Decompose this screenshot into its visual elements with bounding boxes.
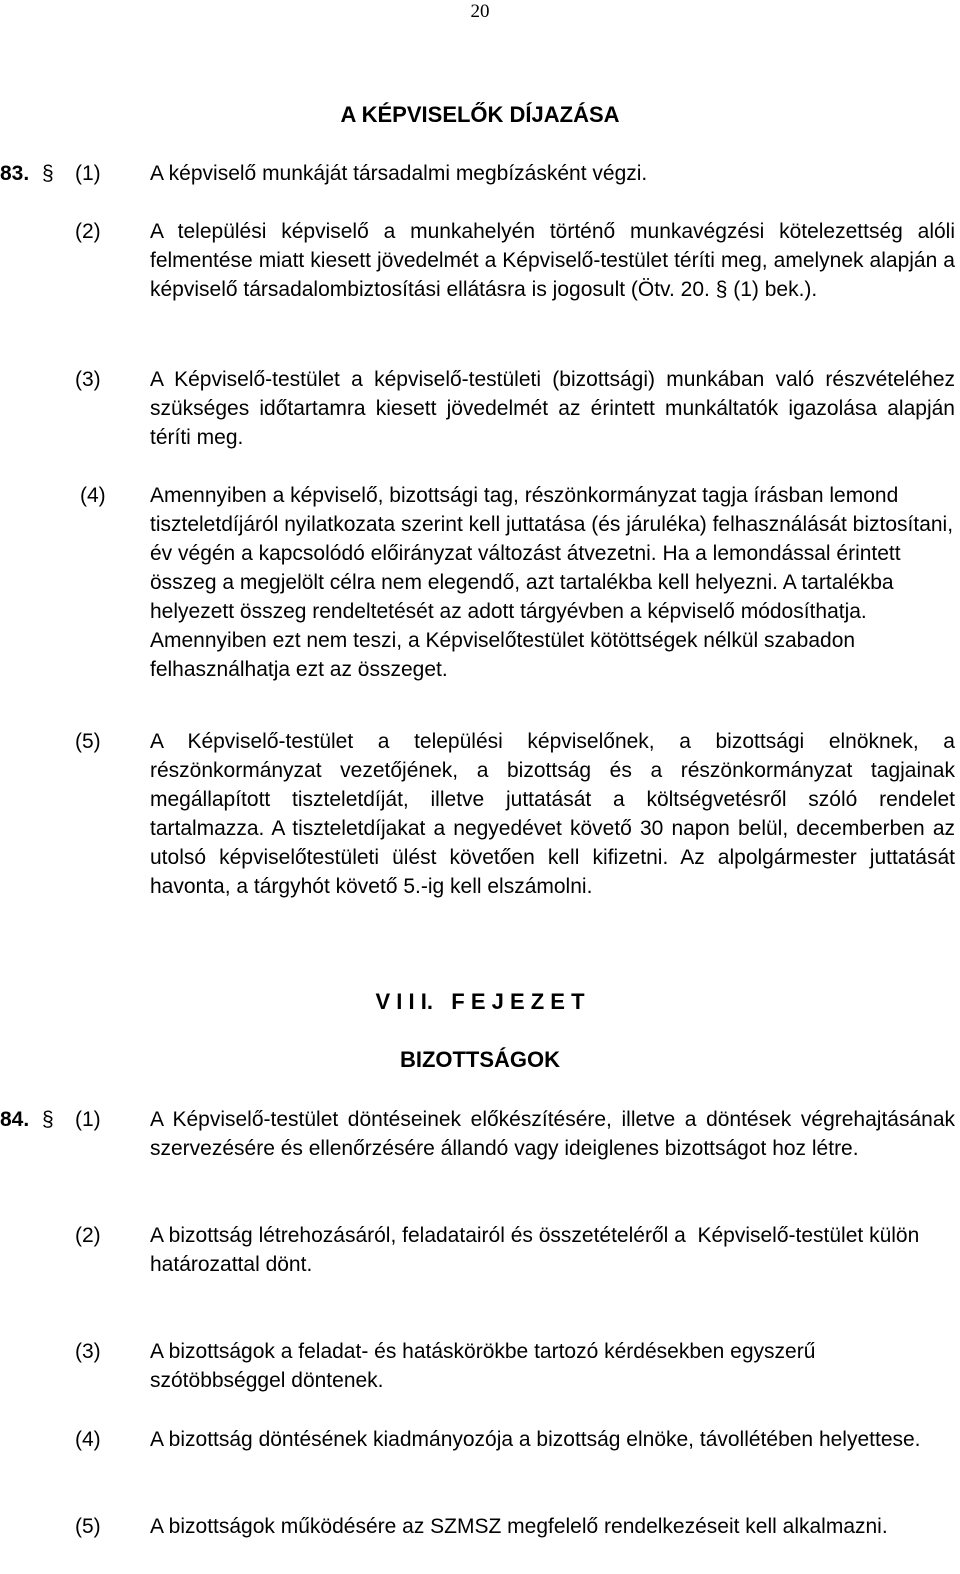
paragraph-84-2: A bizottság létrehozásáról, feladatairól és összetételéről a Képviselő-testület külön határozattal dönt.	[150, 1224, 926, 1276]
section-number-83: 83.	[0, 162, 30, 185]
section-symbol-84: §	[42, 1108, 54, 1131]
paragraph-83-5: A Képviselő-testület a települési képviselőnek, a bizottsági elnöknek, a részönkormányzat vezetőjének, a bizottság és a részönkormányzat tagjainak megállapított tiszteletdíját, illetve juttatását a költségvetésről szóló rendelet tartalmazza. A tiszteletdíjakat a negyedévet követő 30 napon belül, decemberben az utolsó képviselőtestületi ülést követően kell kifizetni. Az alpolgármester juttatását havonta, a tárgyhót követő 5.-ig kell elszámolni.	[150, 730, 955, 898]
paragraph-83-4: Amennyiben a képviselő, bizottsági tag, részönkormányzat tagja írásban lemond tiszteletdíjáról nyilatkozata szerint kell juttatása (és járuléka) felhasználását biztosítani, év végén a kapcsolódó előirányzat változást átvezetni. Ha a lemondással érintett összeg a megjelölt célra nem elegendő, azt tartalékba kell helyezni. A tartalékba helyezett összeg rendeltetését az adott tárgyévben a képviselő módosíthatja. Amennyiben ezt nem teszi, a Képviselőtestület kötöttségek nélkül szabadon felhasználhatja ezt az összeget.	[150, 484, 954, 681]
paragraph-84-4: A bizottság döntésének kiadmányozója a bizottság elnöke, távollétében helyettese.	[150, 1428, 921, 1451]
paragraph-number-84-1: (1)	[75, 1108, 101, 1131]
paragraph-83-1: A képviselő munkáját társadalmi megbízásként végzi.	[150, 162, 648, 185]
paragraph-84-5: A bizottságok működésére az SZMSZ megfelelő rendelkezéseit kell alkalmazni.	[150, 1515, 888, 1538]
page-title: A KÉPVISELŐK DÍJAZÁSA	[340, 102, 620, 127]
page-number: 20	[470, 1, 490, 22]
chapter-title: BIZOTTSÁGOK	[399, 1047, 561, 1072]
paragraph-number-84-4: (4)	[75, 1428, 101, 1451]
section-number-84: 84.	[0, 1108, 30, 1131]
paragraph-number-83-1: (1)	[75, 162, 101, 185]
paragraph-84-3: A bizottságok a feladat- és hatáskörökbe tartozó kérdésekben egyszerű szótöbbséggel döntenek.	[150, 1340, 816, 1392]
paragraph-number-84-5: (5)	[75, 1515, 101, 1538]
chapter-heading: V I I I. F E J E Z E T	[375, 989, 585, 1014]
paragraph-number-83-2: (2)	[75, 220, 101, 243]
paragraph-number-84-2: (2)	[75, 1224, 101, 1247]
paragraph-number-83-4: (4)	[80, 484, 106, 507]
paragraph-number-83-5: (5)	[75, 730, 101, 753]
paragraph-number-83-3: (3)	[75, 368, 101, 391]
paragraph-84-1: A Képviselő-testület döntéseinek előkészítésére, illetve a döntések végrehajtásának szervezésére és ellenőrzésére állandó vagy ideiglenes bizottságot hoz létre.	[150, 1108, 955, 1160]
section-symbol-83: §	[42, 162, 54, 185]
paragraph-83-2: A települési képviselő a munkahelyén történő munkavégzési kötelezettség alóli felmentése miatt kiesett jövedelmét a Képviselő-testület téríti meg, amelynek alapján a képviselő társadalombiztosítási ellátásra is jogosult (Ötv. 20. § (1) bek.).	[150, 220, 955, 301]
paragraph-number-84-3: (3)	[75, 1340, 101, 1363]
paragraph-83-3: A Képviselő-testület a képviselő-testületi (bizottsági) munkában való részvételéhez szükséges időtartamra kiesett jövedelmét az érintett munkáltatók igazolása alapján téríti meg.	[150, 368, 955, 449]
